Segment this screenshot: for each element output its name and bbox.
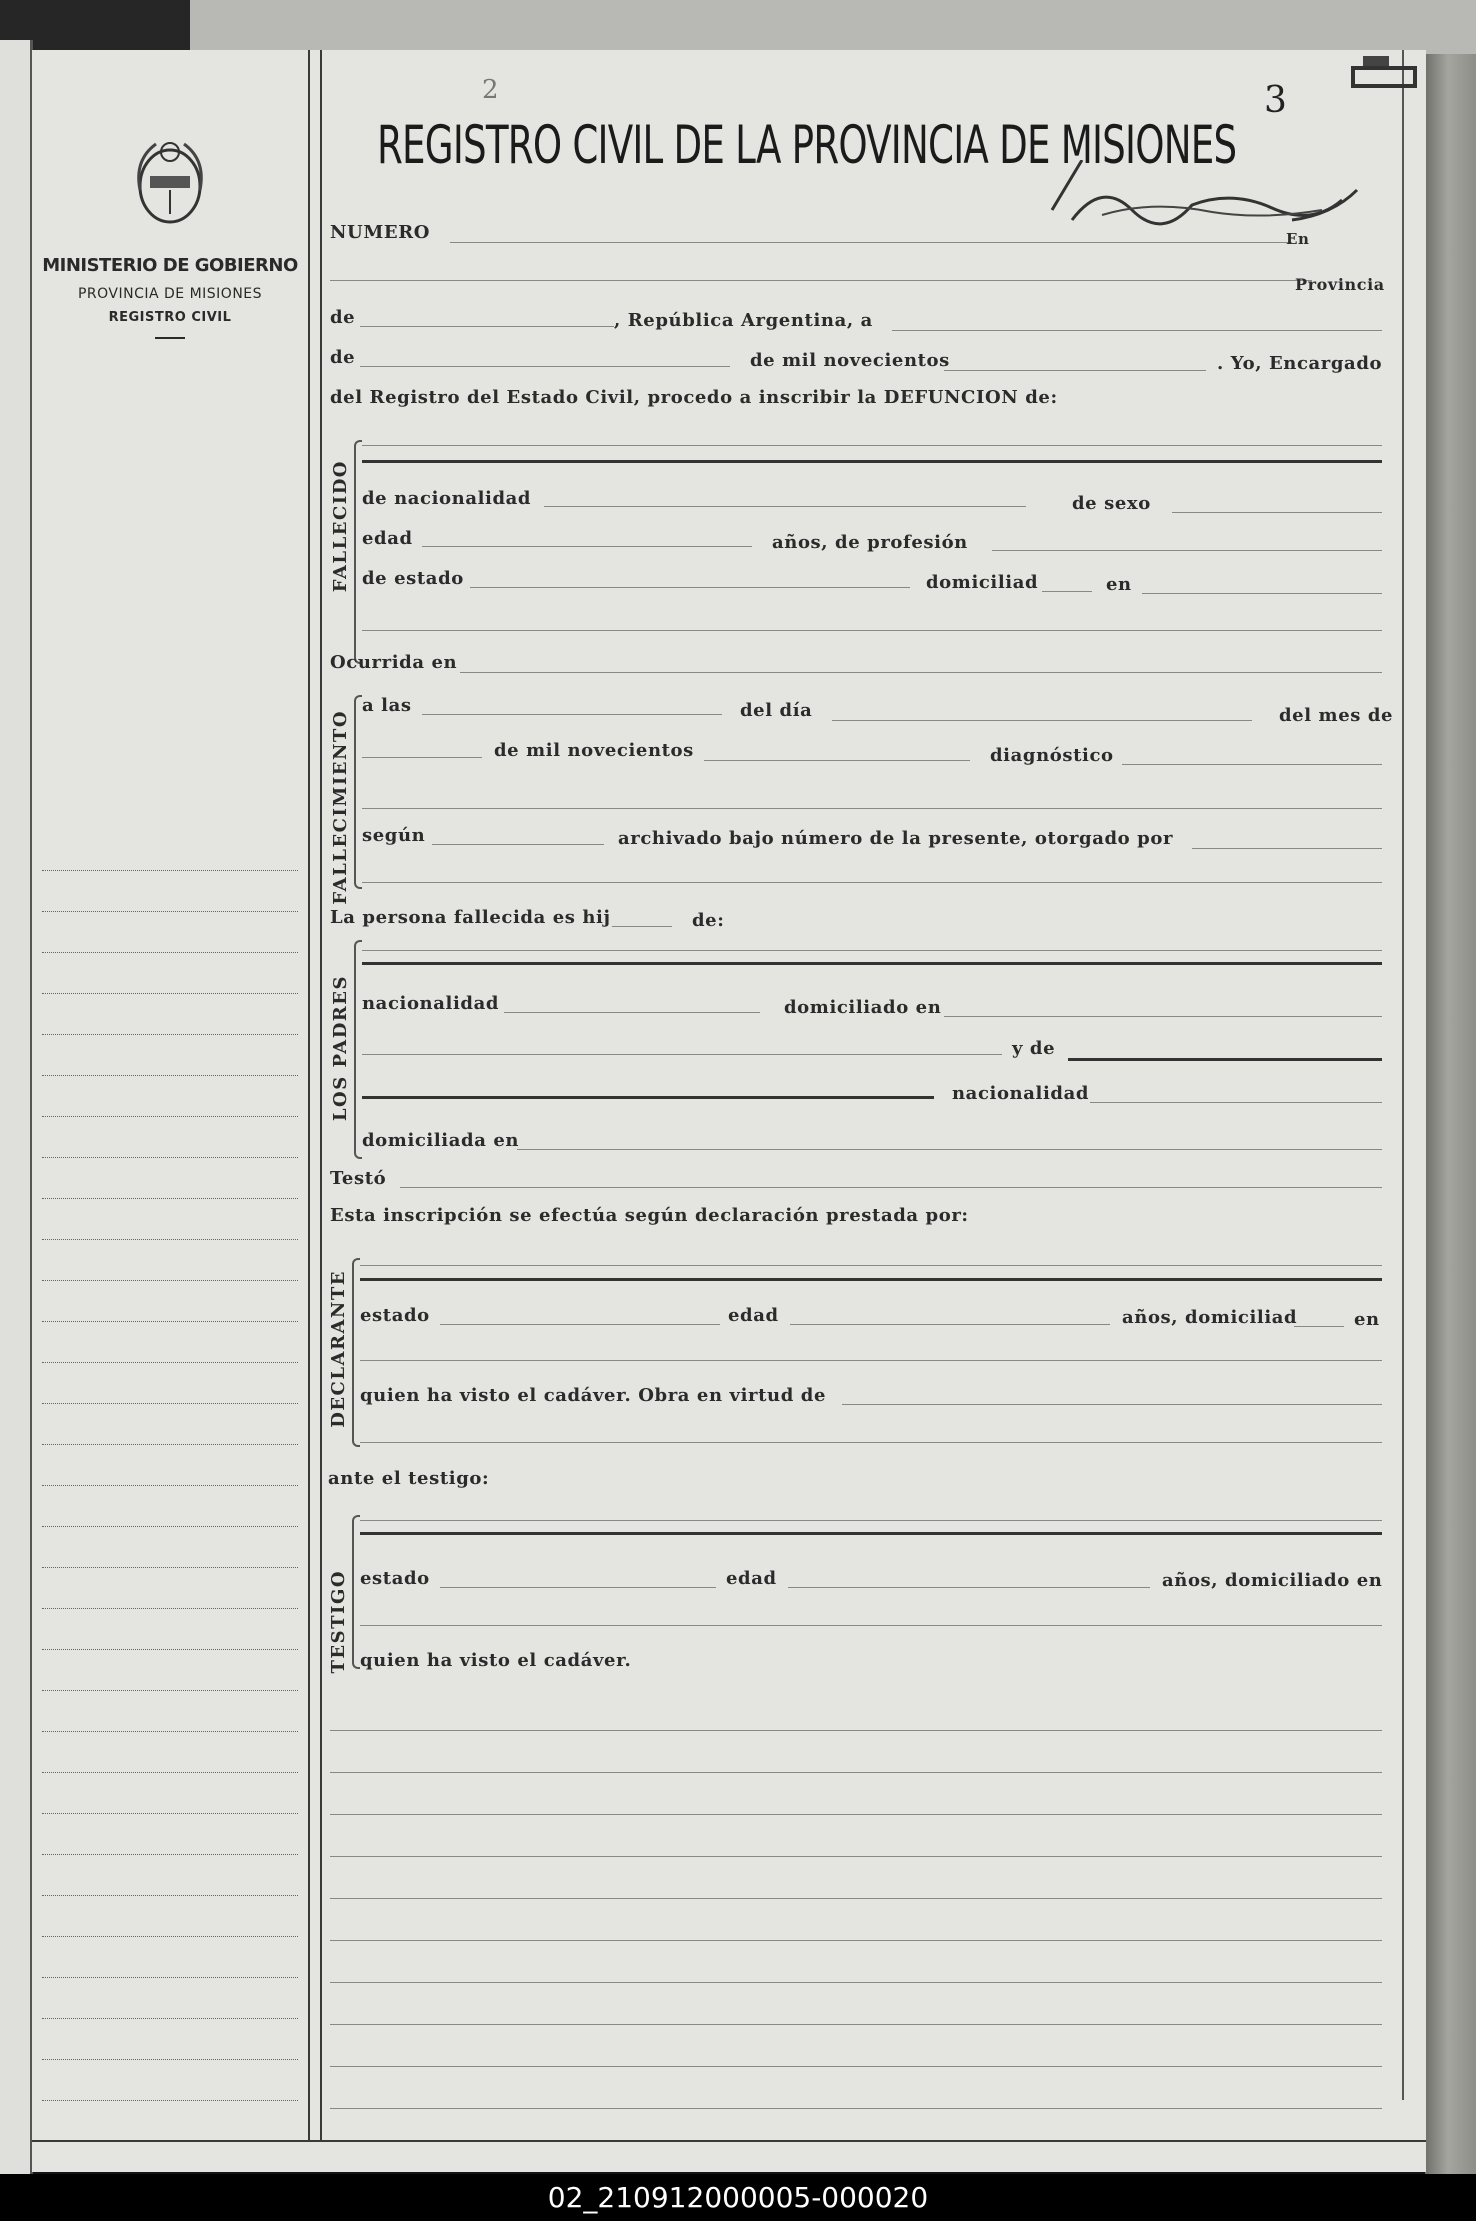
line-madre — [1068, 1058, 1382, 1061]
stub-ruled-line — [42, 1362, 298, 1363]
line-declarante-estado — [440, 1324, 720, 1325]
line-mes — [362, 757, 482, 758]
line-del-dia — [832, 720, 1252, 721]
section-testigo: TESTIGO — [328, 1570, 349, 1674]
stub-ruled-line — [42, 911, 298, 912]
stub-ruled-line — [42, 2100, 298, 2101]
label-declarante-quien: quien ha visto el cadáver. Obra en virtud de — [360, 1385, 827, 1406]
line-obra-2 — [360, 1442, 1382, 1443]
line-profesion — [992, 550, 1382, 551]
label-mil-1: de mil novecientos — [750, 350, 950, 371]
stub-divider — [155, 337, 185, 339]
line-declarante-domicilio — [360, 1360, 1382, 1361]
stub-column — [32, 50, 310, 2140]
line-madre-2 — [362, 1096, 934, 1099]
line-testigo-2 — [360, 1532, 1382, 1535]
line-mil-2 — [704, 760, 970, 761]
label-sexo: de sexo — [1072, 493, 1151, 514]
label-domiciliado: domiciliado en — [784, 997, 942, 1018]
ruled-line — [330, 2024, 1382, 2025]
brace-declarante — [352, 1258, 360, 1447]
stub-ruled-line — [42, 1280, 298, 1281]
brace-padres — [354, 940, 362, 1159]
line-declarante-domiciliad — [1294, 1326, 1344, 1327]
registry-name: REGISTRO CIVIL — [108, 310, 232, 325]
registry-page — [32, 50, 1426, 2172]
stub-ruled-line — [42, 2018, 298, 2019]
main-left-border — [320, 50, 322, 2140]
label-nacionalidad-padre: nacionalidad — [362, 993, 500, 1014]
line-obra — [842, 1404, 1382, 1405]
ruled-line — [330, 1730, 1382, 1731]
pencil-mark: 2 — [482, 75, 499, 105]
line-edad — [422, 546, 752, 547]
stub-ruled-line — [42, 1854, 298, 1855]
line-fallecimiento-extra — [362, 882, 1382, 883]
label-declarante-anos: años, domiciliad — [1122, 1307, 1298, 1328]
label-provincia: Provincia — [1295, 275, 1385, 294]
stub-ruled-line — [42, 1034, 298, 1035]
line-domiciliada — [517, 1149, 1382, 1150]
line-nacionalidad — [544, 506, 1026, 507]
section-fallecimiento: FALLECIMIENTO — [330, 710, 351, 905]
line-fallecido-name — [362, 445, 1382, 446]
line-estado — [470, 587, 910, 588]
line-fallecido-name-2 — [362, 460, 1382, 463]
line-testigo-estado — [440, 1587, 716, 1588]
line-fecha — [892, 330, 1382, 331]
line-hij — [612, 926, 672, 927]
label-fallecido-en: en — [1106, 574, 1132, 595]
stub-ruled-line — [42, 1690, 298, 1691]
label-padres-de: de: — [692, 910, 725, 931]
stub-ruled-line — [42, 1526, 298, 1527]
sheet-number: 3 — [1264, 80, 1287, 121]
label-testigo-quien: quien ha visto el cadáver. — [360, 1650, 632, 1671]
label-del-dia: del día — [740, 700, 813, 721]
brace-fallecimiento — [354, 695, 362, 889]
label-nacionalidad: de nacionalidad — [362, 488, 532, 509]
stub-ruled-line — [42, 1813, 298, 1814]
label-inscripcion: Esta inscripción se efectúa según declaración prestada por: — [330, 1205, 969, 1226]
label-de-1: de — [330, 307, 356, 328]
label-del-registro: del Registro del Estado Civil, procedo a inscribir la DEFUNCION de: — [330, 387, 1058, 408]
stamp-mark-icon — [1347, 50, 1422, 105]
stub-ruled-line — [42, 1649, 298, 1650]
line-nacionalidad-padre — [504, 1012, 760, 1013]
label-persona: La persona fallecida es hij — [330, 907, 611, 928]
ruled-line — [330, 2066, 1382, 2067]
stub-ruled-line — [42, 1116, 298, 1117]
ruled-line — [330, 1814, 1382, 1815]
page-title: REGISTRO CIVIL DE LA PROVINCIA DE MISIONES — [377, 115, 1237, 176]
ruled-line — [330, 1772, 1382, 1773]
stub-ruled-line — [42, 1977, 298, 1978]
label-testigo-anos: años, domiciliado en — [1162, 1570, 1383, 1591]
ruled-line — [330, 1898, 1382, 1899]
line-testigo-domicilio — [360, 1625, 1382, 1626]
handwritten-signature — [1042, 160, 1362, 230]
line-testigo-edad — [788, 1587, 1150, 1588]
label-edad: edad — [362, 528, 413, 549]
stub-ruled-line — [42, 1321, 298, 1322]
label-del-mes: del mes de — [1279, 705, 1394, 726]
ministry-name: MINISTERIO DE GOBIERNO — [42, 255, 298, 276]
label-republica: , República Argentina, a — [614, 310, 873, 331]
top-shadow — [190, 0, 1476, 54]
label-testigo-estado: estado — [360, 1568, 430, 1589]
label-de-2: de — [330, 347, 356, 368]
line-segun — [432, 844, 604, 845]
label-declarante-en: en — [1354, 1309, 1380, 1330]
label-declarante-estado: estado — [360, 1305, 430, 1326]
line-en — [330, 280, 1312, 281]
line-diagnostico-2 — [362, 808, 1382, 809]
line-padre-2 — [362, 962, 1382, 965]
label-estado: de estado — [362, 568, 464, 589]
main-right-border — [1402, 50, 1404, 2100]
section-fallecido: FALLECIDO — [330, 460, 351, 593]
label-archivado: archivado bajo número de la presente, otorgado por — [618, 828, 1174, 849]
label-declarante-edad: edad — [728, 1305, 779, 1326]
ruled-line — [330, 1940, 1382, 1941]
ruled-line — [330, 1982, 1382, 1983]
stub-ruled-line — [42, 1567, 298, 1568]
brace-testigo — [352, 1515, 360, 1669]
image-caption: 02_210912000005-000020 — [0, 2174, 1476, 2221]
label-y-de: y de — [1012, 1038, 1056, 1059]
ruled-line — [330, 2108, 1382, 2109]
coat-of-arms-icon — [132, 130, 208, 230]
line-declarante — [360, 1265, 1382, 1266]
section-declarante: DECLARANTE — [328, 1270, 349, 1428]
stub-ruled-line — [42, 1936, 298, 1937]
stub-ruled-line — [42, 1198, 298, 1199]
line-domiciliado-2 — [362, 1054, 1002, 1055]
page-bottom-border — [32, 2140, 1426, 2142]
label-mil-2: de mil novecientos — [494, 740, 694, 761]
stub-ruled-line — [42, 1239, 298, 1240]
stub-ruled-line — [42, 870, 298, 871]
label-segun: según — [362, 825, 426, 846]
line-nacionalidad-madre — [1090, 1102, 1382, 1103]
stub-ruled-line — [42, 1157, 298, 1158]
stub-ruled-line — [42, 993, 298, 994]
province-name: PROVINCIA DE MISIONES — [77, 286, 263, 302]
line-diagnostico — [1122, 764, 1382, 765]
label-nacionalidad-madre: nacionalidad — [952, 1083, 1090, 1104]
line-de-2 — [360, 366, 730, 367]
line-ocurrida — [460, 672, 1382, 673]
line-a-las — [422, 714, 722, 715]
label-testigo-edad: edad — [726, 1568, 777, 1589]
label-diagnostico: diagnóstico — [990, 745, 1114, 766]
line-padre — [362, 950, 1382, 951]
line-domiciliad — [1042, 591, 1092, 592]
line-de-1 — [360, 326, 614, 327]
section-los-padres: LOS PADRES — [330, 975, 351, 1122]
label-anos-profesion: años, de profesión — [772, 532, 968, 553]
label-domiciliada: domiciliada en — [362, 1130, 520, 1151]
line-sexo — [1172, 512, 1382, 513]
line-mil-1 — [944, 370, 1206, 371]
label-ocurrida: Ocurrida en — [330, 652, 458, 673]
stub-ruled-line — [42, 1731, 298, 1732]
stub-ruled-line — [42, 1403, 298, 1404]
label-yo: . Yo, Encargado — [1217, 353, 1383, 374]
line-numero — [450, 242, 1292, 243]
line-domiciliado — [944, 1016, 1382, 1017]
previous-page-edge — [0, 40, 33, 2180]
stub-ruled-line — [42, 1075, 298, 1076]
label-en: En — [1286, 230, 1310, 248]
line-fallecido-extra — [362, 630, 1382, 631]
line-fallecido-en — [1142, 593, 1382, 594]
stub-ruled-line — [42, 1772, 298, 1773]
ruled-line — [330, 1856, 1382, 1857]
stub-ruled-line — [42, 1485, 298, 1486]
line-testigo — [360, 1520, 1382, 1521]
line-testo — [400, 1187, 1382, 1188]
label-testo: Testó — [330, 1168, 387, 1189]
label-a-las: a las — [362, 695, 412, 716]
label-ante-testigo: ante el testigo: — [328, 1468, 490, 1489]
book-binding — [1425, 54, 1476, 2174]
stub-ruled-line — [42, 1895, 298, 1896]
stub-ruled-line — [42, 952, 298, 953]
line-declarante-2 — [360, 1278, 1382, 1281]
line-declarante-edad — [790, 1324, 1110, 1325]
label-domiciliad: domiciliad — [926, 572, 1039, 593]
label-numero: NUMERO — [330, 222, 431, 243]
line-otorgado — [1192, 848, 1382, 849]
stub-ruled-line — [42, 1444, 298, 1445]
stub-ruled-line — [42, 1608, 298, 1609]
ministry-block — [32, 255, 308, 339]
stub-ruled-line — [42, 2059, 298, 2060]
brace-fallecido — [354, 440, 362, 664]
